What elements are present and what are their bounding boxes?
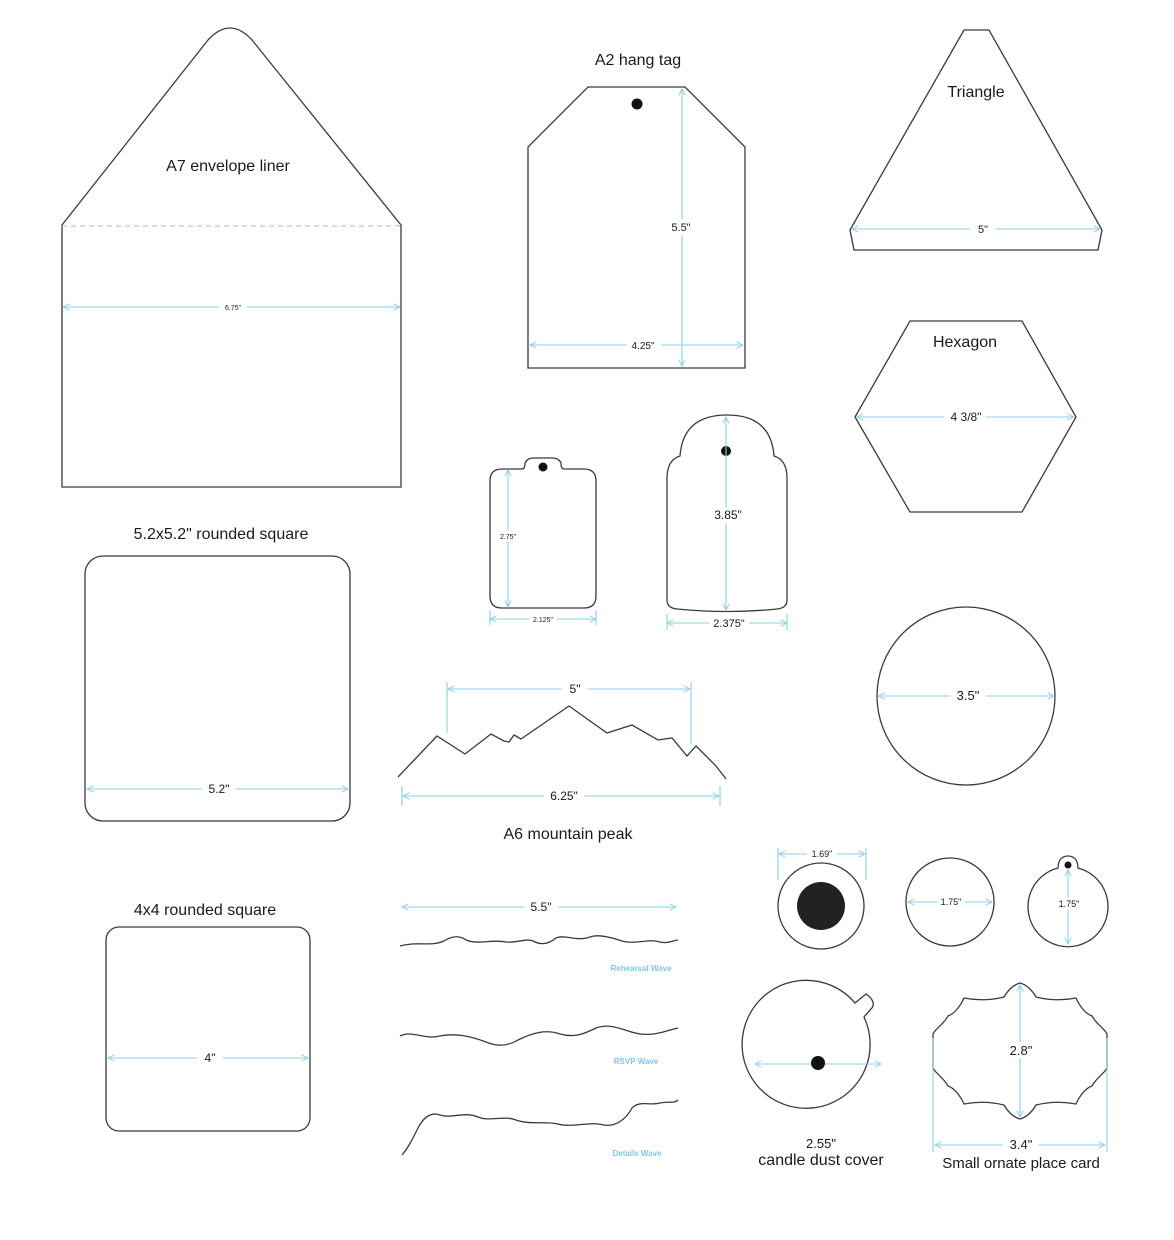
rsvp-wave-label: RSVP Wave: [613, 1057, 659, 1066]
hexagon-width-label: 4 3/8": [950, 410, 982, 424]
small-circle-tag-width-label: 1.75": [1058, 899, 1080, 909]
triangle-shape: [850, 30, 1102, 250]
small-tag-shape: [490, 458, 596, 625]
mountain-bottom-width-label: 6.25": [550, 789, 578, 803]
rounded-square-small-width-label: 4": [204, 1051, 216, 1065]
candle-cover-title: candle dust cover: [758, 1152, 884, 1169]
rounded-square-large-shape: [85, 526, 350, 821]
details-wave-outline: [402, 1100, 678, 1155]
mountain-peak-title: A6 mountain peak: [503, 826, 633, 843]
rounded-square-small-title: 4x4 rounded square: [133, 902, 277, 919]
rounded-square-large-width-label: 5.2": [208, 782, 230, 796]
triangle-outline: [850, 30, 1102, 250]
envelope-liner-outline: [62, 28, 401, 487]
hang-tag-hole: [632, 99, 643, 110]
mountain-top-width-label: 5": [569, 682, 581, 696]
hang-tag-title: A2 hang tag: [594, 52, 682, 69]
waves-width-label: 5.5": [530, 900, 552, 914]
hang-tag-width-label: 4.25": [631, 341, 655, 352]
candle-cover-outline: [742, 980, 873, 1108]
waves-group: [400, 899, 678, 1158]
place-card-width-label: 3.4": [1009, 1137, 1033, 1152]
small-tag-height-label: 2.75": [499, 534, 517, 541]
triangle-title: Triangle: [947, 84, 1005, 101]
circle-shape: [877, 607, 1055, 785]
hexagon-shape: [855, 321, 1076, 512]
small-circle-tag-shape: [1028, 856, 1108, 947]
arch-tag-shape: [667, 415, 787, 630]
ring-center: [797, 882, 845, 930]
ring-width-label: 1.69": [811, 849, 833, 859]
ring-shape: [778, 846, 866, 949]
small-tag-hole: [539, 463, 548, 472]
place-card-height-label: 2.8": [1009, 1043, 1033, 1058]
arch-tag-height-label: 3.85": [714, 508, 742, 522]
envelope-width-label: 6.75": [224, 305, 242, 312]
place-card-shape: [933, 983, 1107, 1172]
envelope-liner-title: A7 envelope liner: [166, 158, 290, 175]
hang-tag-shape: [528, 52, 745, 368]
rounded-square-small-outline: [106, 927, 310, 1131]
rounded-square-small-shape: [106, 902, 310, 1131]
circle-width-label: 3.5": [956, 688, 980, 703]
candle-cover-hole: [811, 1056, 825, 1070]
place-card-title: Small ornate place card: [942, 1155, 1100, 1172]
details-wave-label: Details Wave: [612, 1149, 662, 1158]
envelope-liner-shape: [62, 28, 401, 487]
mountain-peak-shape: [398, 681, 726, 843]
arch-tag-width-label: 2.375": [713, 618, 745, 630]
small-circle-shape: [906, 858, 994, 946]
triangle-width-label: 5": [977, 224, 989, 236]
candle-cover-shape: [742, 980, 884, 1169]
small-tag-width-label: 2.125": [532, 617, 554, 624]
hang-tag-outline: [528, 87, 745, 368]
rehearsal-wave-label: Rehearsal Wave: [610, 964, 672, 973]
rounded-square-large-title: 5.2x5.2" rounded square: [133, 526, 309, 543]
hang-tag-height-label: 5.5": [671, 222, 691, 234]
hexagon-title: Hexagon: [932, 334, 998, 351]
small-circle-tag-hole: [1065, 862, 1072, 869]
candle-cover-size-label: 2.55": [806, 1136, 836, 1151]
rsvp-wave-outline: [400, 1026, 678, 1045]
small-circle-width-label: 1.75": [940, 897, 962, 907]
rehearsal-wave-outline: [400, 936, 678, 946]
